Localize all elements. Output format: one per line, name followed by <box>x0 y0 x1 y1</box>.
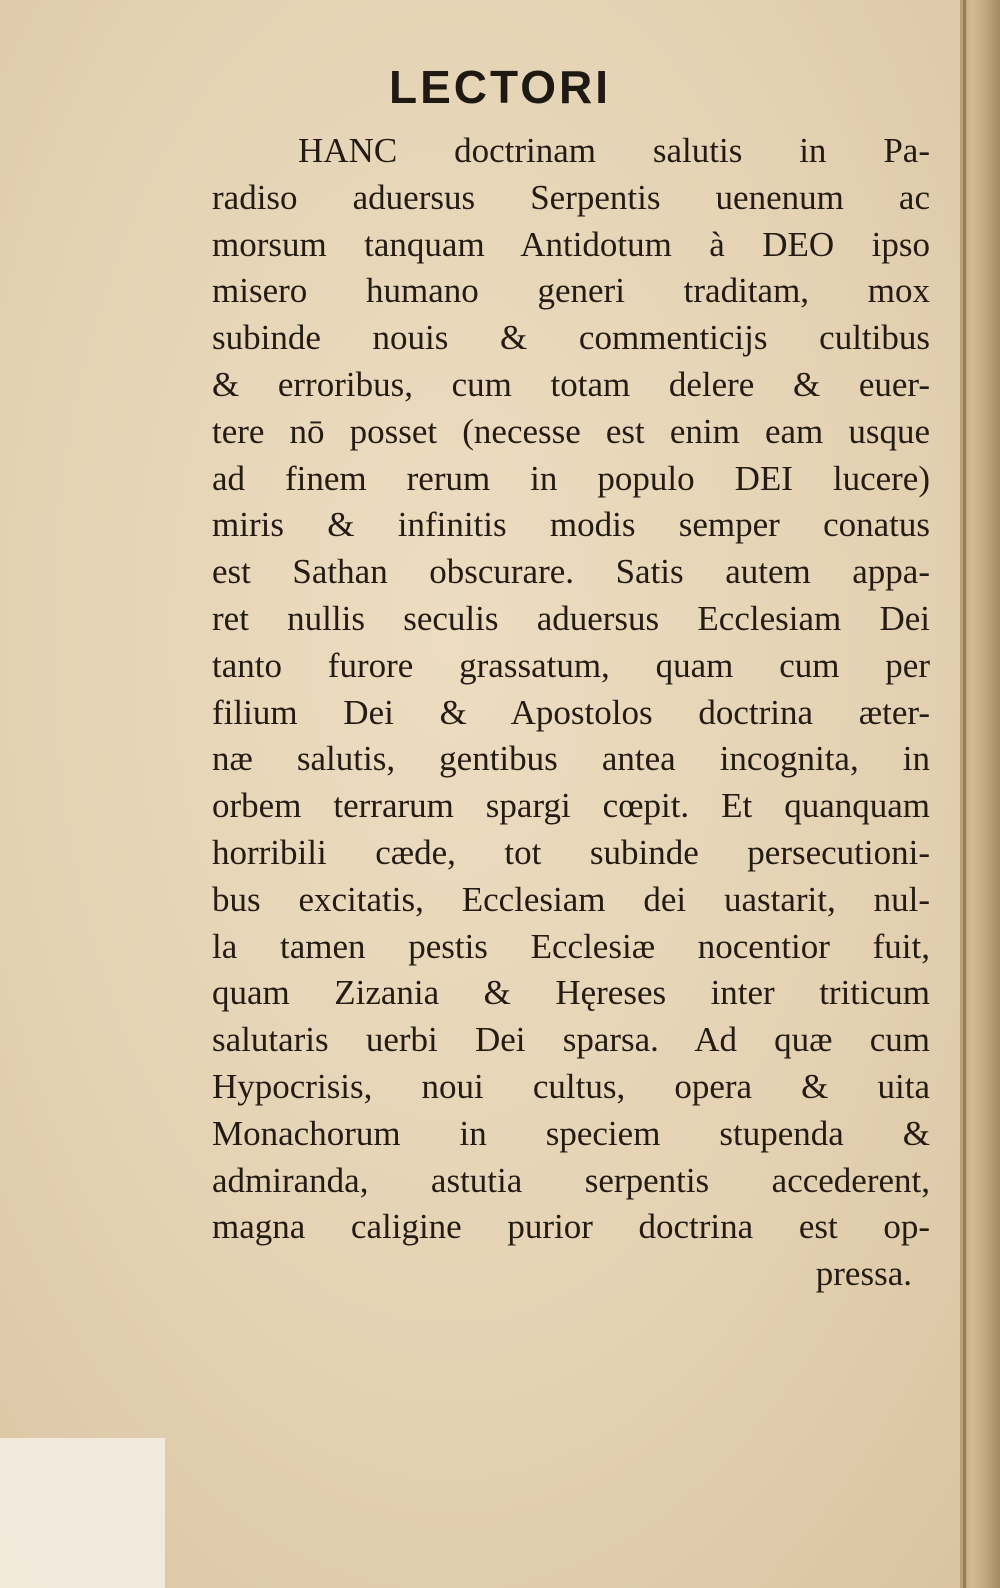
text-line: subinde nouis & commenticijs cultibus <box>212 318 930 358</box>
page-gutter-line <box>963 0 966 1588</box>
text-line: ret nullis seculis aduersus Ecclesiam Dei <box>212 598 930 638</box>
text-line: ad finem rerum in populo DEI lucere) <box>212 458 930 498</box>
text-line: est Sathan obscurare. Satis autem appa- <box>212 552 930 592</box>
text-line: radiso aduersus Serpentis uenenum ac <box>212 177 930 217</box>
text-line: tere nō posset (necesse est enim eam usque <box>212 411 930 451</box>
text-line: horribili cæde, tot subinde persecutioni- <box>212 832 930 872</box>
text-line: Hypocrisis, noui cultus, opera & uita <box>212 1066 930 1106</box>
body-text <box>212 128 930 1298</box>
scan-corner <box>0 1438 165 1588</box>
text-line: næ salutis, gentibus antea incognita, in <box>212 739 930 779</box>
text-line: misero humano generi traditam, mox <box>212 271 930 311</box>
page-edge <box>960 0 1000 1588</box>
text-line: & erroribus, cum totam delere & euer- <box>212 364 930 404</box>
text-line: morsum tanquam Antidotum à DEO ipso <box>212 224 930 264</box>
text-line: salutaris uerbi Dei sparsa. Ad quæ cum <box>212 1020 930 1060</box>
text-line: admiranda, astutia serpentis accederent, <box>212 1160 930 1200</box>
text-line: quam Zizania & Hęreses inter triticum <box>212 973 930 1013</box>
text-line: bus excitatis, Ecclesiam dei uastarit, nul- <box>212 879 930 919</box>
text-line: orbem terrarum spargi cœpit. Et quanquam <box>212 786 930 826</box>
text-line: Monachorum in speciem stupenda & <box>212 1113 930 1153</box>
text-line: miris & infinitis modis semper conatus <box>212 505 930 545</box>
text-line: tanto furore grassatum, quam cum per <box>212 645 930 685</box>
text-line: HANC doctrinam salutis in Pa- <box>298 131 930 170</box>
text-line: magna caligine purior doctrina est op- <box>212 1207 930 1247</box>
text-line: filium Dei & Apostolos doctrina æter- <box>212 692 930 732</box>
text-line: la tamen pestis Ecclesiæ nocentior fuit, <box>212 926 930 966</box>
text-line: pressa. <box>815 1254 912 1294</box>
page-heading: LECTORI <box>388 61 612 113</box>
